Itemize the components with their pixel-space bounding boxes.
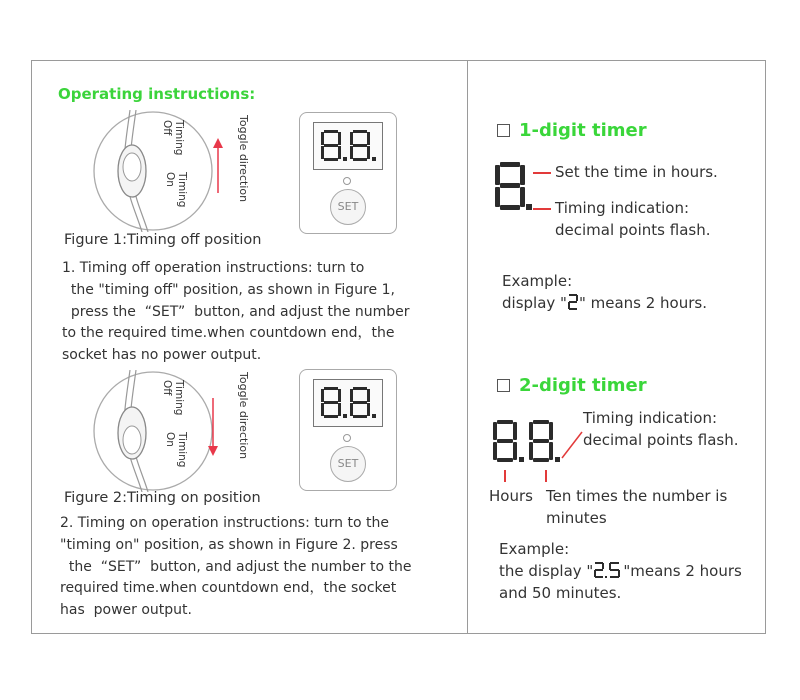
instruction-line: to the required time.when countdown end，the <box>62 325 395 342</box>
seven-segment-display-icon <box>313 122 383 170</box>
down-arrow-icon <box>206 398 220 456</box>
one-digit-hours-label: Set the time in hours. <box>555 163 718 181</box>
pointer-line <box>560 430 584 460</box>
knob-label-off: Timing Off <box>161 380 185 416</box>
pointer-line <box>533 172 551 174</box>
up-arrow-icon <box>211 138 225 194</box>
instruction-line: 1. Timing off operation instructions: turn to <box>62 260 365 276</box>
indicator-led <box>343 434 351 442</box>
figure-1-caption: Figure 1:Timing off position <box>64 232 262 248</box>
figure-2-caption: Figure 2:Timing on position <box>64 490 261 506</box>
instruction-line: 2. Timing on operation instructions: turn to the <box>60 515 389 531</box>
figure-2-instructions <box>60 513 411 622</box>
seven-segment-digit-icon <box>567 293 579 311</box>
seven-segment-display-icon <box>494 160 534 216</box>
column-divider <box>467 60 468 634</box>
two-digit-timer-title: 2-digit timer <box>497 375 647 396</box>
instruction-line: "timing on" position, as shown in Figure 2. press <box>60 536 398 553</box>
knob-label-off: Timing Off <box>161 120 185 156</box>
pointer-line <box>533 208 551 210</box>
indicator-led <box>343 177 351 185</box>
figure-1-instructions <box>62 258 410 367</box>
instruction-line: has power output. <box>60 602 192 619</box>
rotary-knob-icon <box>92 370 214 492</box>
knob-label-on: Timing On <box>164 432 188 468</box>
rotary-knob-icon <box>92 110 214 232</box>
seven-segment-digit-icon <box>593 561 623 579</box>
instruction-line: the “SET” button, and adjust the number to the <box>60 558 412 575</box>
pointer-line <box>504 470 506 482</box>
toggle-direction-label: Toggle direction <box>237 115 250 203</box>
checkbox-icon <box>497 379 510 392</box>
timer-device-figure-1 <box>299 112 397 234</box>
two-digit-indication-label: Timing indication: decimal points flash. <box>583 409 739 449</box>
knob-label-on: Timing On <box>164 172 188 208</box>
timer-device-figure-2 <box>299 369 397 491</box>
set-button[interactable]: SET <box>330 446 366 482</box>
two-digit-minutes-label: Ten times the number is minutes <box>546 487 728 527</box>
instruction-line: socket has no power output. <box>62 347 262 364</box>
one-digit-indication-label: Timing indication: decimal points flash. <box>555 199 711 239</box>
seven-segment-display-icon <box>313 379 383 427</box>
pointer-line <box>545 470 547 482</box>
instruction-line: required time.when countdown end，the socket <box>60 580 397 597</box>
one-digit-timer-title: 1-digit timer <box>497 120 647 141</box>
one-digit-example: Example: display " " means 2 hours. <box>502 272 707 312</box>
instruction-line: press the “SET” button, and adjust the number <box>62 303 410 320</box>
operating-instructions-heading: Operating instructions: <box>58 85 256 103</box>
toggle-direction-label: Toggle direction <box>237 372 250 460</box>
seven-segment-display-icon <box>491 418 571 468</box>
two-digit-hours-label: Hours <box>489 487 533 505</box>
instruction-line: the "timing off" position, as shown in Figure 1, <box>62 281 395 298</box>
checkbox-icon <box>497 124 510 137</box>
two-digit-example: Example: the display " "means 2 hours and 50 minutes. <box>499 540 742 602</box>
set-button[interactable]: SET <box>330 189 366 225</box>
